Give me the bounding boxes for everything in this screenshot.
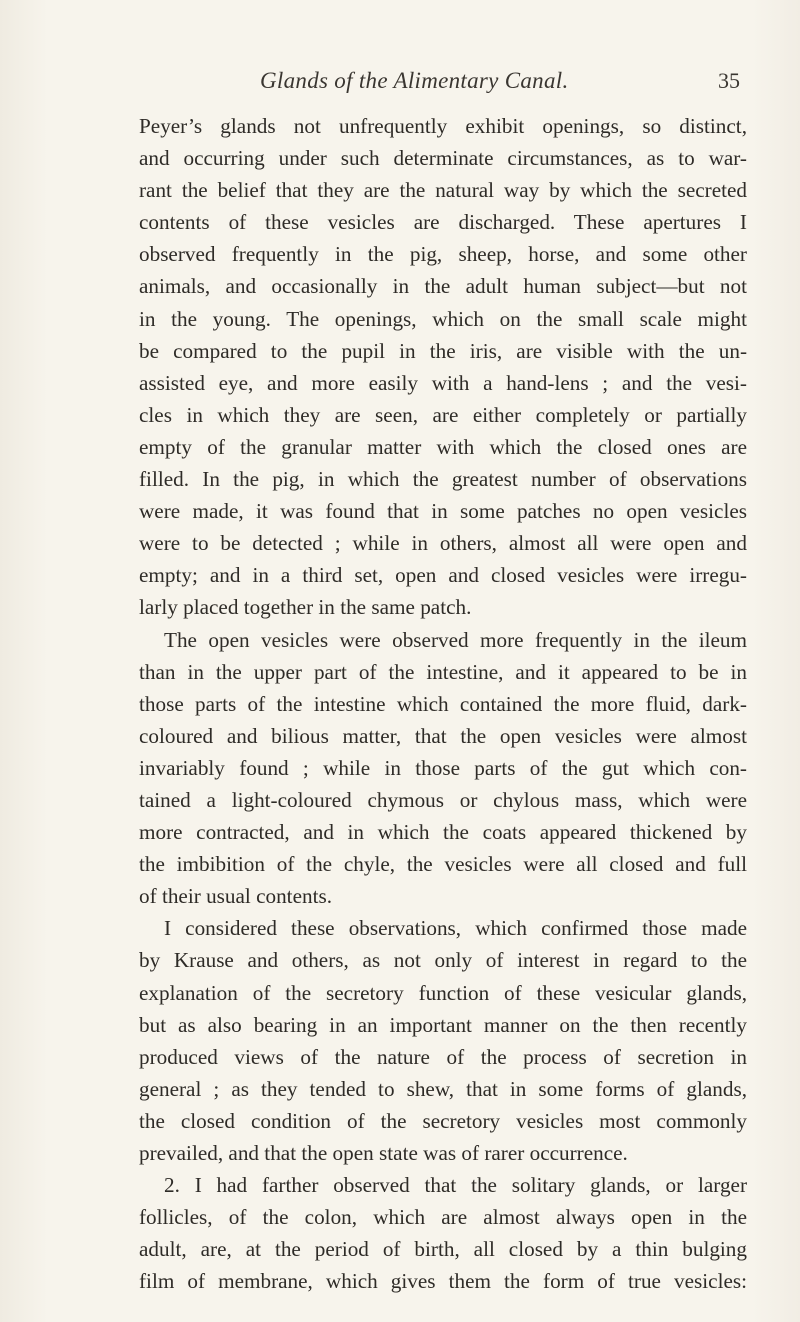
running-title: Glands of the Alimentary Canal. xyxy=(260,68,569,93)
text-line: follicles, of the colon, which are almost always open in the xyxy=(139,1205,747,1230)
text-line: The open vesicles were observed more frequently in the ileum xyxy=(164,627,747,652)
text-line: more contracted, and in which the coats appeared thickened by xyxy=(139,820,747,845)
text-line: be compared to the pupil in the iris, are visible with the un- xyxy=(139,338,747,363)
page-number: 35 xyxy=(718,68,740,93)
text-line: invariably found ; while in those parts of the gut which con- xyxy=(139,755,747,780)
text-line: tained a light-coloured chymous or chylous mass, which were xyxy=(139,787,747,812)
text-line: cles in which they are seen, are either completely or partially xyxy=(139,402,747,427)
text-line: the closed condition of the secretory vesicles most commonly xyxy=(139,1108,747,1133)
text-line: assisted eye, and more easily with a hand-lens ; and the vesi- xyxy=(139,370,747,395)
text-line: than in the upper part of the intestine, and it appeared to be in xyxy=(139,659,747,684)
text-line: film of membrane, which gives them the form of true vesicles: xyxy=(139,1269,747,1294)
text-line: by Krause and others, as not only of interest in regard to the xyxy=(139,948,747,973)
text-line: coloured and bilious matter, that the open vesicles were almost xyxy=(139,723,747,748)
text-line: 2. I had farther observed that the solitary glands, or larger xyxy=(164,1173,747,1198)
text-line: were made, it was found that in some patches no open vesicles xyxy=(139,499,747,524)
text-line: contents of these vesicles are discharged. These apertures I xyxy=(139,210,747,235)
text-line: the imbibition of the chyle, the vesicles were all closed and full xyxy=(139,852,747,877)
text-line: and occurring under such determinate circumstances, as to war- xyxy=(139,146,747,171)
text-line: empty of the granular matter with which the closed ones are xyxy=(139,434,747,459)
running-head xyxy=(140,68,740,98)
text-line: produced views of the nature of the process of secretion in xyxy=(139,1044,747,1069)
text-line: were to be detected ; while in others, almost all were open and xyxy=(139,531,747,556)
text-line: empty; and in a third set, open and closed vesicles were irregu- xyxy=(139,563,747,588)
text-line: larly placed together in the same patch. xyxy=(139,595,472,620)
text-line: prevailed, and that the open state was of rarer occurrence. xyxy=(139,1141,628,1165)
text-line: explanation of the secretory function of these vesicular glands, xyxy=(139,980,747,1005)
text-line: animals, and occasionally in the adult human subject—but not xyxy=(139,274,747,299)
text-line: I considered these observations, which confirmed those made xyxy=(164,916,747,941)
text-line: Peyer’s glands not unfrequently exhibit openings, so distinct, xyxy=(139,114,747,138)
text-line: rant the belief that they are the natural way by which the secreted xyxy=(139,178,747,203)
body-text xyxy=(139,110,747,1297)
text-line: filled. In the pig, in which the greatest number of observations xyxy=(139,467,747,492)
text-line: those parts of the intestine which contained the more fluid, dark- xyxy=(139,691,747,716)
text-line: of their usual contents. xyxy=(139,884,332,909)
text-line: adult, are, at the period of birth, all closed by a thin bulging xyxy=(139,1237,747,1262)
text-line: in the young. The openings, which on the small scale might xyxy=(139,306,747,331)
text-line: general ; as they tended to shew, that in some forms of glands, xyxy=(139,1076,747,1101)
text-line: observed frequently in the pig, sheep, horse, and some other xyxy=(139,242,747,267)
text-line: but as also bearing in an important manner on the then recently xyxy=(139,1012,747,1037)
